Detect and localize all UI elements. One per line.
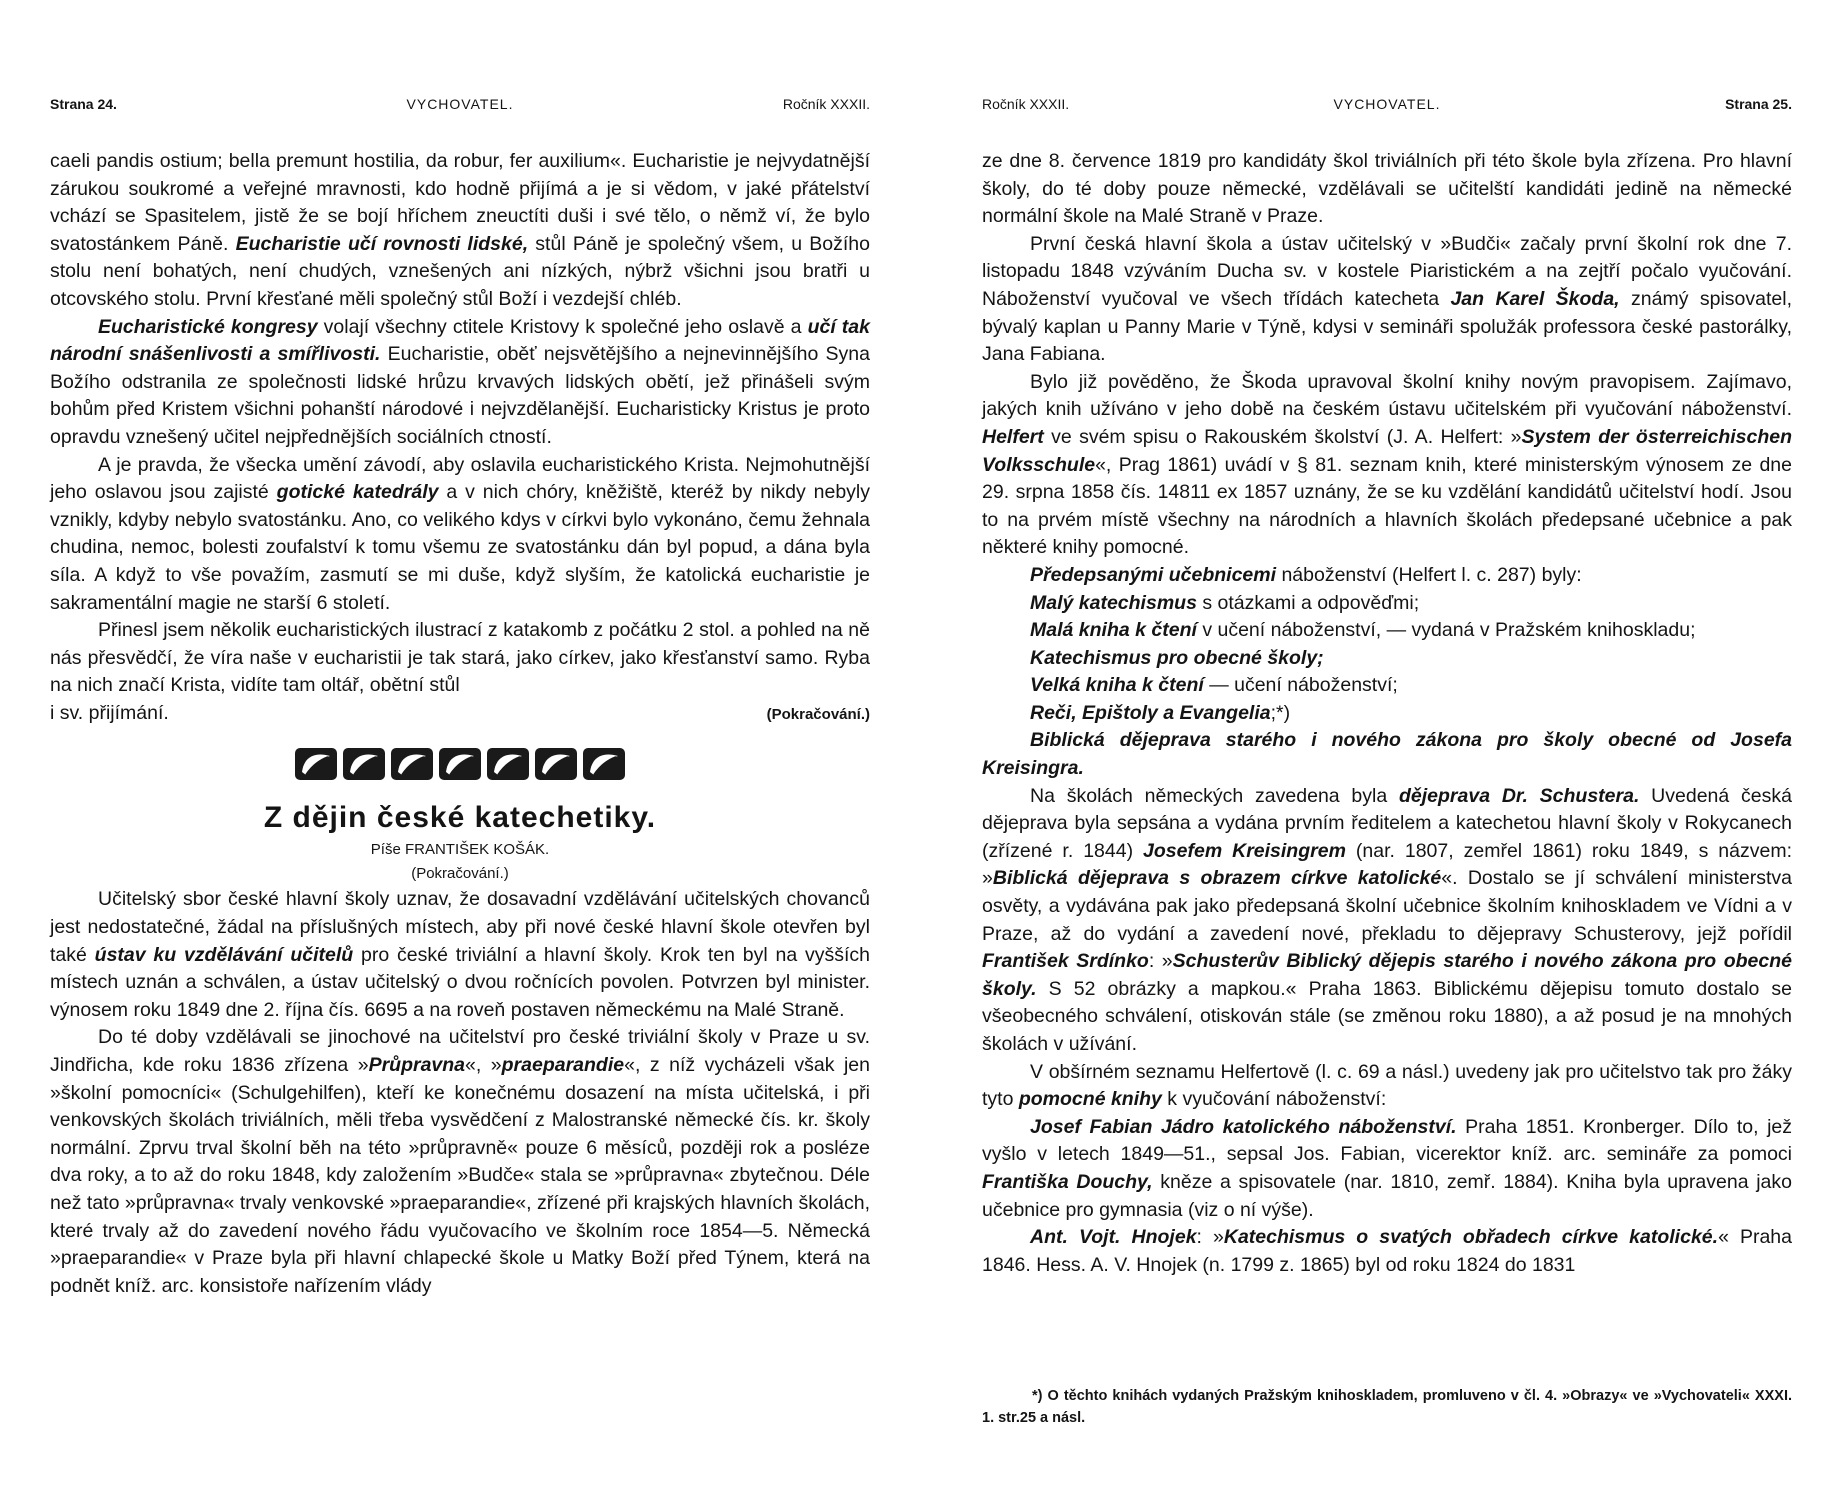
paragraph: caeli pandis ostium; bella premunt hostilia, da robur, fer auxilium«. Eucharistie je nejvydatnější zárukou soukromé a veřejné mravnosti, kdo hodně přijímá a je si vědom, v jaké přátelství vchází se Spasitelem, jistě že se bojí hříchem zneuctíti duši i své tělo, o němž ví, že bylo svatostánkem Páně. Eucharistie učí rovnosti lidské, stůl Páně je společný všem, u Božího stolu není bohatých, není chudých, vznešených ani nízkých, nýbrž všichni jsou bratři u otcovského stolu. První křesťané měli společný stůl Boží i vezdejší chléb.: [50, 150, 870, 310]
ornament-leaf-icon: [390, 742, 434, 786]
ornament-divider: [50, 742, 870, 786]
right-running-head: [982, 96, 1792, 116]
article-title: Z dějin české katechetiky.: [263, 801, 657, 835]
paragraph: Josef Fabian Jádro katolického náboženství. Praha 1851. Kronberger. Dílo to, jež vyšlo v letech 1849—51., sepsal Jos. Fabian, vicerektor kníž. arc. semináře za pomoci Františka Douchy, kněze a spisovatele (nar. 1810, zemř. 1884). Kniha byla upravena jako učebnice pro gymnasia (viz o ní výše).: [982, 1115, 1792, 1221]
ornament-leaf-icon: [486, 742, 530, 786]
list-item: Velká kniha k čtení — učení náboženství;: [1030, 674, 1398, 697]
right-journal-title: VYCHOVATEL.: [1333, 96, 1441, 112]
left-volume: Ročník XXXII.: [782, 96, 870, 112]
list-item: Katechismus pro obecné školy;: [1030, 646, 1324, 669]
list-item: Reči, Epištoly a Evangelia;*): [1030, 701, 1291, 724]
footnote: [982, 1385, 1792, 1429]
ornament-leaf-icon: [294, 742, 338, 786]
list-item: Malá kniha k čtení v učení náboženství, — vydaná v Pražském knihoskladu;: [1030, 619, 1696, 642]
right-volume: Ročník XXXII.: [982, 96, 1070, 112]
list-item: Biblická dějeprava starého i nového zákona pro školy obecné od Josefa Kreisingra.: [982, 729, 1792, 780]
paragraph: Bylo již pověděno, že Škoda upravoval školní knihy novým pravopisem. Zajímavo, jakých knih užíváno v jeho době na českém ústavu učitelském při vyučování náboženství. Helfert ve svém spisu o Rakouském školství (J. A. Helfert: »System der österreichischen Volksschule«, Prag 1861) uvádí v § 81. seznam knih, které ministerským výnosem ze dne 29. srpna 1858 čís. 14811 ex 1857 uznány, že se ku vzdělání kandidátů učitelství hodí. Jsou to na prvém místě všechny na národních a hlavních školách předepsané učebnice a pak některé knihy pomocné.: [982, 370, 1793, 559]
left-page-number: Strana 24.: [50, 96, 117, 112]
paragraph: První česká hlavní škola a ústav učitelský v »Budči« začaly první školní rok dne 7. listopadu 1848 vzýváním Ducha sv. v kostele Piaristickém a na zejtří počalo vyučování. Náboženství vyučoval ve všech třídách katecheta Jan Karel Škoda, známý spisovatel, bývalý kaplan u Panny Marie v Týně, kdysi v semináři spolužák professora české pastorálky, Jana Fabiana.: [982, 232, 1792, 366]
list-item: Malý katechismus s otázkami a odpověďmi;: [1030, 591, 1420, 614]
list-item: Předepsanými učebnicemi náboženství (Helfert l. c. 287) byly:: [1030, 563, 1582, 586]
left-body: [50, 148, 870, 1300]
article-continued-note: (Pokračování.): [411, 865, 509, 883]
paragraph: ze dne 8. července 1819 pro kandidáty škol triviálních při této škole byla zřízena. Pro hlavní školy, do té doby pouze německé, vzdělávali se učitelští kandidáti jedině na německé normální škole na Malé Straně v Praze.: [982, 150, 1792, 228]
ornament-leaf-icon: [582, 742, 626, 786]
paragraph: A je pravda, že všecka umění závodí, aby oslavila eucharistického Krista. Nejmohutnější jeho oslavou jsou zajisté gotické katedrály a v nich chóry, kněžiště, kteréž by nikdy nebyly vznikly, kdyby nebylo svatostánku. Ano, co velikého kdys v církvi bylo vykonáno, čemu žehnala chudina, nemoc, bolesti zoufalství k tomu všemu ze svatostánku dán byl popud, a dána byla síla. A když to vše považím, zasmutí se mi duše, když slyším, že katolická eucharistie je sakramentální magie ne starší 6 století.: [50, 453, 870, 614]
right-page-number: Strana 25.: [1725, 96, 1792, 112]
paragraph: Do té doby vzdělávali se jinochové na učitelství pro české triviální školy v Praze u sv. Jindřicha, kde roku 1836 zřízena »Průpravna«, »praeparandie«, z níž vycházeli však jen »školní pomocníci« (Schulgehilfen), kteří ke konečnému dosazení na místa učitelská, i při venkovských školách triviálních, měli třeba vysvědčení z Malostranské německé čís. kr. školy normální. Zprvu trval školní běh na této »průpravně« pouze 6 měsíců, později rok a posléze dva roky, a to až do roku 1848, kdy založením »Budče« stala se »průpravna« zbytečnou. Déle než tato »průpravna« trvaly venkovské »praeparandie«, zřízené při krajských hlavních školách, které trvaly až do zavedení nového řádu vyučovacího ve školním roce 1854—5. Německá »praeparandie« v Praze byla při hlavní chlapecké škole u Matky Boží před Týnem, která na podnět kníž. arc. konsistoře nařízením vlády: [50, 1026, 871, 1297]
paragraph: Přinesl jsem několik eucharistických ilustrací z katakomb z počátku 2 stol. a pohled na ně nás přesvědčí, že víra naše v eucharistii je tak stará, jako církev, jako křesťanství samo. Ryba na nich značí Krista, vidíte tam oltář, obětní stůl: [50, 619, 870, 697]
continued-line: [50, 700, 870, 729]
paragraph: Na školách německých zavedena byla dějeprava Dr. Schustera. Uvedená česká dějeprava byla sepsána a vydána prvním ředitelem a katechetou hlavní školy v Rokycanech (zřízené r. 1844) Josefem Kreisingrem (nar. 1807, zemřel 1861) roku 1849, s názvem: »Biblická dějeprava s obrazem církve katolické«. Dostalo se jí schválení ministerstva osvěty, a vydávána pak jako předepsaná školní učebnice školním knihoskladem ve Vídni a v Praze, až do vydání a zavedení nové, překladu to dějepravy Schusterovy, jejž pořídil František Srdínko: »Schusterův Biblický dějepis starého i nového zákona pro obecné školy. S 52 obrázky a mapkou.« Praha 1863. Biblickému dějepisu tomuto dostalo se všeobecného schválení, otiskován stále (se změnou roku 1880), a až posud je na mnohých školách v užívání.: [982, 784, 1793, 1055]
ornament-leaf-icon: [438, 742, 482, 786]
paragraph-last-line: i sv. přijímání.: [50, 701, 169, 724]
paragraph: Učitelský sbor české hlavní školy uznav, že dosavadní vzdělávání učitelských chovanců jest nedostatečné, žádal na příslušných místech, aby při nové české hlavní škole otevřen byl také ústav ku vzdělávání učitelů pro české triviální a hlavní školy. Krok ten byl na vyšších místech uznán a schválen, a ústav učitelský o dvou ročnících povolen. Potvrzen byl minister. výnosem roku 1849 dne 2. října čís. 6695 a na roveň postaven německému na Malé Straně.: [50, 888, 870, 1021]
article-byline: Píše FRANTIŠEK KOŠÁK.: [370, 841, 550, 859]
paragraph: Ant. Vojt. Hnojek: »Katechismus o svatých obřadech církve katolické.« Praha 1846. Hess. A. V. Hnojek (n. 1799 z. 1865) byl od roku 1824 do 1831: [982, 1226, 1792, 1276]
ornament-leaf-icon: [534, 742, 578, 786]
paragraph: V obšírném seznamu Helfertově (l. c. 69 a násl.) uvedeny jak pro učitelstvo tak pro žáky tyto pomocné knihy k vyučování náboženství:: [982, 1060, 1792, 1111]
left-journal-title: VYCHOVATEL.: [406, 96, 514, 112]
to-be-continued-note: (Pokračování.): [766, 705, 870, 723]
footnote-text: *) O těchto knihách vydaných Pražským knihoskladem, promluveno v čl. 4. »Obrazy« ve »Vychovateli« XXXI. 1. str.25 a násl.: [982, 1388, 1792, 1426]
ornament-leaf-icon: [342, 742, 386, 786]
right-body: [982, 148, 1792, 1279]
left-running-head: [50, 96, 870, 116]
paragraph: Eucharistické kongresy volají všechny ctitele Kristovy k společné jeho oslavě a učí tak národní snášenlivosti a smířlivosti. Eucharistie, oběť nejsvětějšího a nejnevinnějšího Syna Božího odstranila ze společnosti lidské hrůzu krvavých lidských obětí, jež přinášeli svým bohům před Kristem všichni pohanští národové i nejvzdělanější. Eucharisticky Kristus je proto opravdu vznešený učitel nejpřednějších sociálních ctností.: [50, 315, 870, 448]
